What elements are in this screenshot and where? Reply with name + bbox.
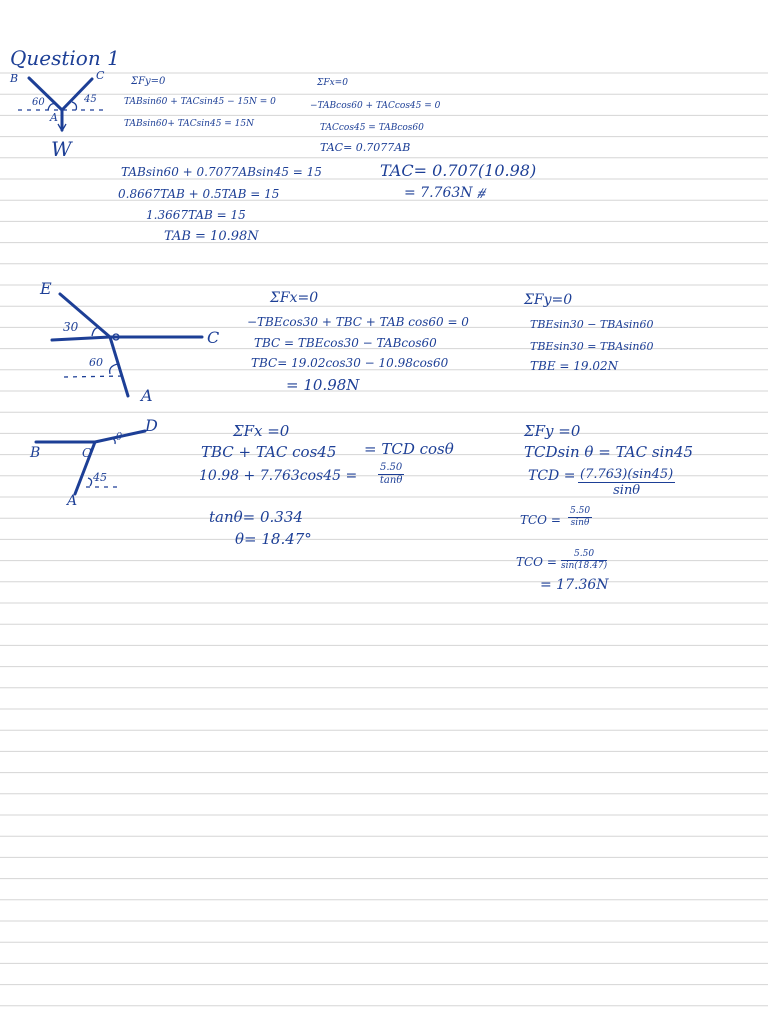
d3-fraction-3-den: sinθ [570,518,590,528]
angle-45-lower-label: 45 [93,471,107,484]
angle-45-label: 45 [84,94,97,105]
d3-eq9: = 17.36N [540,577,609,593]
d3-eq6-lhs: TCD = [528,468,576,484]
d2-eq2: TBC = TBEcos30 − TABcos60 [254,336,437,350]
d3-fraction-2-den: sinθ [613,483,641,498]
d2-eq1: −TBEcos30 + TBC + TAB cos60 = 0 [247,315,469,329]
d1-sub3: 1.3667TAB = 15 [146,208,246,222]
d1-eq4: TACcos45 = TABcos60 [320,123,424,133]
angle-arc-45 [72,102,77,110]
d3-fraction-3 [568,507,592,528]
label-c3: C [82,446,92,460]
d2-eq6: TBEsin30 = TBAsin60 [530,340,654,353]
d3-fraction-1-den: tanθ [379,475,403,486]
d3-eq1: TBC + TAC cos45 [201,443,337,461]
d2-eq4: = 10.98N [286,376,360,394]
label-a: A [50,111,58,124]
angle-theta-label: θ [116,432,123,443]
d2-eq5: TBEsin30 − TBAsin60 [530,318,654,331]
d1-tac1: TAC= 0.707(10.98) [380,161,537,180]
d3-eq2: 10.98 + 7.763cos45 = [199,468,358,484]
angle-arc-60-lower [110,364,118,374]
d1-eq5: TAC= 0.7077AB [320,141,411,154]
angle-60-lower-label: 60 [89,356,103,369]
angle-arc-45-lower [88,478,92,486]
d3-fraction-2-num: (7.763)(sin45) [580,467,674,482]
label-c2: C [207,328,220,347]
label-w: W [51,137,72,161]
d3-eq5: TCDsin θ = TAC sin45 [524,443,694,461]
d3-fraction-3-num: 5.50 [570,506,591,516]
d3-fraction-4-num: 5.50 [561,550,607,561]
rope-ob [52,337,110,340]
d1-eq3: −TABcos60 + TACcos45 = 0 [310,101,441,111]
d3-fraction-4-den: sin(18.47) [561,561,608,571]
free-body-diagram-3 [20,416,160,510]
d3-fraction-1 [378,463,404,486]
d3-eq4: θ= 18.47° [235,530,312,548]
d3-fraction-2 [578,468,675,497]
d2-sum-fx: ΣFx=0 [270,290,319,306]
label-d: D [145,416,158,435]
d2-eq3: TBC= 19.02cos30 − 10.98cos60 [251,356,449,370]
d3-eq3: tanθ= 0.334 [209,508,303,526]
d1-eq1: TABsin60 + TACsin45 − 15N = 0 [124,97,276,107]
angle-30-label: 30 [63,320,79,334]
angle-60-label: 60 [32,97,45,108]
d1-eq2: TABsin60+ TACsin45 = 15N [124,119,255,129]
label-a2: A [141,386,153,405]
d2-eq7: TBE = 19.02N [530,359,619,373]
d2-sum-fy: ΣFy=0 [524,292,573,308]
d1-sub4: TAB = 10.98N [164,229,259,244]
d3-eq8-lhs: TCO = [516,555,557,569]
label-c: C [96,69,105,82]
label-b: B [10,72,19,85]
label-b3: B [30,445,41,461]
d3-sum-fy: ΣFy =0 [524,422,581,440]
d1-sum-fx: ΣFx=0 [317,78,348,88]
d1-sub1: TABsin60 + 0.7077ABsin45 = 15 [121,165,322,179]
question-title: Question 1 [10,46,120,70]
d1-sum-fy: ΣFy=0 [131,76,166,87]
d3-eq1-rhs: = TCD cosθ [364,440,454,458]
dashed-horizontal-2 [64,376,124,377]
label-a3: A [67,493,78,509]
d3-fraction-1-num: 5.50 [380,462,403,473]
d3-sum-fx: ΣFx =0 [233,422,290,440]
d1-sub2: 0.8667TAB + 0.5TAB = 15 [118,187,280,201]
label-e: E [40,279,52,298]
d3-eq7-lhs: TCO = [520,513,561,527]
d3-fraction-4 [561,550,607,571]
d1-tac2: = 7.763N ⧣ [404,185,485,201]
